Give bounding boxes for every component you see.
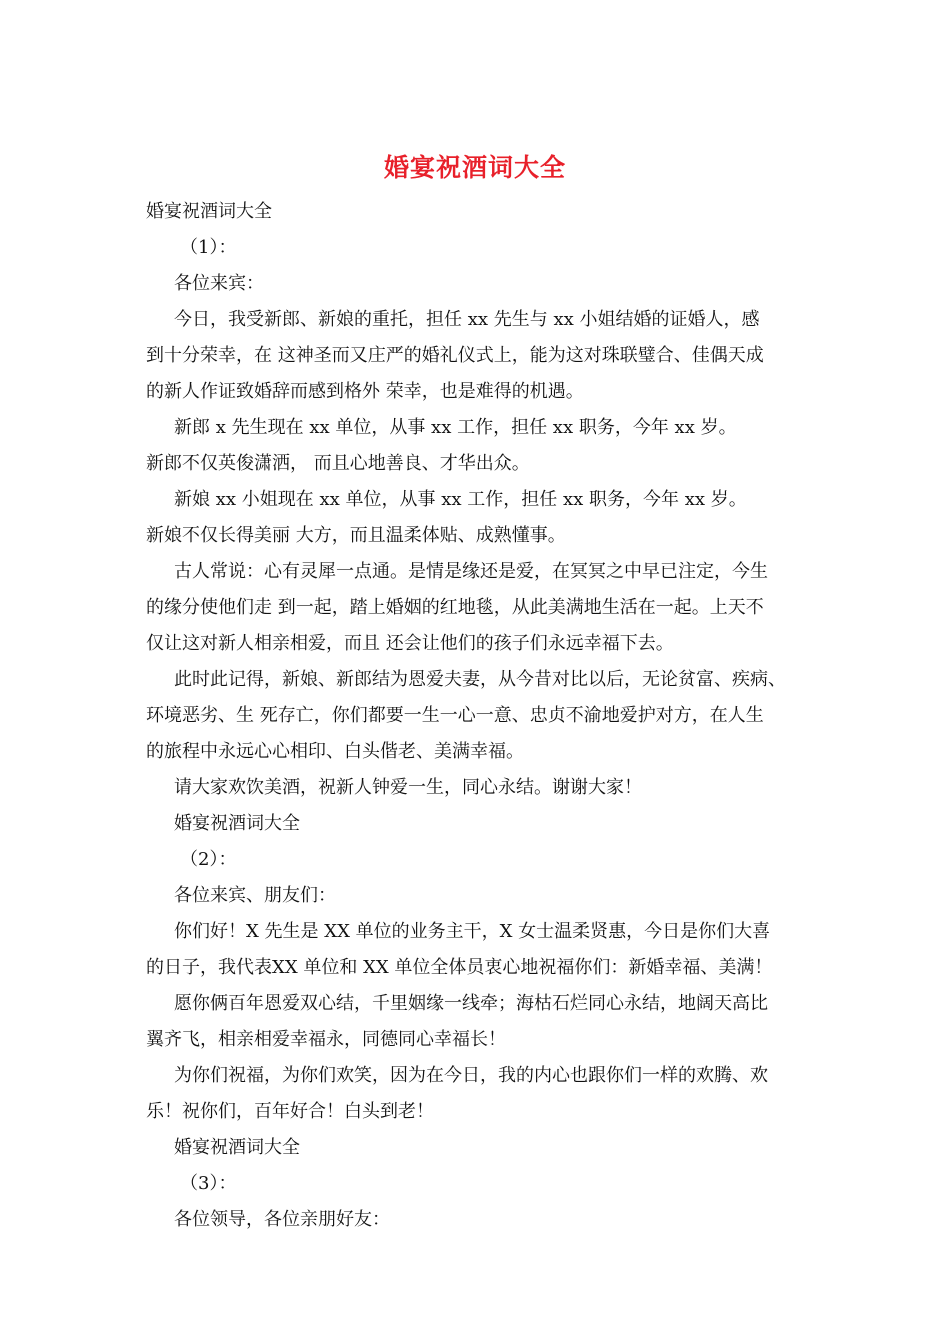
section-number: （2）： bbox=[180, 849, 237, 870]
paragraph-line: 新郎不仅英俊潇洒， 而且心地善良、才华出众。 bbox=[146, 453, 530, 474]
paragraph-line: 此时此记得，新娘、新郎结为恩爱夫妻，从今昔对比以后，无论贫富、疾病、 bbox=[174, 669, 786, 690]
section-heading: 婚宴祝酒词大全 bbox=[174, 1137, 300, 1158]
salutation: 各位来宾、朋友们： bbox=[174, 885, 336, 906]
paragraph-line: 仅让这对新人相亲相爱，而且 还会让他们的孩子们永远幸福下去。 bbox=[146, 633, 674, 654]
section-heading: 婚宴祝酒词大全 bbox=[174, 813, 300, 834]
paragraph-line: 到十分荣幸，在 这神圣而又庄严的婚礼仪式上，能为这对珠联璧合、佳偶天成 bbox=[146, 345, 764, 366]
paragraph-line: 你们好！X 先生是 XX 单位的业务主干，X 女士温柔贤惠，今日是你们大喜 bbox=[174, 921, 771, 942]
paragraph-line: 新娘 xx 小姐现在 xx 单位，从事 xx 工作，担任 xx 职务，今年 xx 岁。 bbox=[174, 489, 747, 510]
paragraph-line: 环境恶劣、生 死存亡，你们都要一生一心一意、忠贞不渝地爱护对方，在人生 bbox=[146, 705, 764, 726]
paragraph-line: 翼齐飞，相亲相爱幸福永，同德同心幸福长！ bbox=[146, 1029, 506, 1050]
paragraph-line: 新娘不仅长得美丽 大方，而且温柔体贴、成熟懂事。 bbox=[146, 525, 566, 546]
section-number: （1）： bbox=[180, 237, 237, 258]
salutation: 各位来宾： bbox=[174, 273, 264, 294]
paragraph-line: 请大家欢饮美酒，祝新人钟爱一生，同心永结。谢谢大家！ bbox=[174, 777, 642, 798]
salutation: 各位领导，各位亲朋好友： bbox=[174, 1209, 390, 1230]
paragraph-line: 的旅程中永远心心相印、白头偕老、美满幸福。 bbox=[146, 741, 524, 762]
paragraph-line: 为你们祝福，为你们欢笑，因为在今日，我的内心也跟你们一样的欢腾、欢 bbox=[174, 1065, 768, 1086]
paragraph-line: 新郎 x 先生现在 xx 单位，从事 xx 工作，担任 xx 职务，今年 xx 岁。 bbox=[174, 417, 737, 438]
paragraph-line: 乐！祝你们，百年好合！白头到老！ bbox=[146, 1101, 434, 1122]
section-number: （3）： bbox=[180, 1173, 237, 1194]
document-title: 婚宴祝酒词大全 bbox=[383, 153, 566, 182]
paragraph-line: 今日，我受新郎、新娘的重托，担任 xx 先生与 xx 小姐结婚的证婚人，感 bbox=[174, 309, 760, 330]
paragraph-line: 古人常说：心有灵犀一点通。是情是缘还是爱，在冥冥之中早已注定，今生 bbox=[174, 561, 768, 582]
subtitle-line: 婚宴祝酒词大全 bbox=[146, 201, 272, 222]
paragraph-line: 愿你俩百年恩爱双心结，千里姻缘一线牵；海枯石烂同心永结，地阔天高比 bbox=[174, 993, 768, 1014]
paragraph-line: 的缘分使他们走 到一起，踏上婚姻的红地毯，从此美满地生活在一起。上天不 bbox=[146, 597, 764, 618]
paragraph-line: 的新人作证致婚辞而感到格外 荣幸，也是难得的机遇。 bbox=[146, 381, 584, 402]
paragraph-line: 的日子，我代表XX 单位和 XX 单位全体员衷心地祝福你们：新婚幸福、美满！ bbox=[146, 957, 773, 978]
